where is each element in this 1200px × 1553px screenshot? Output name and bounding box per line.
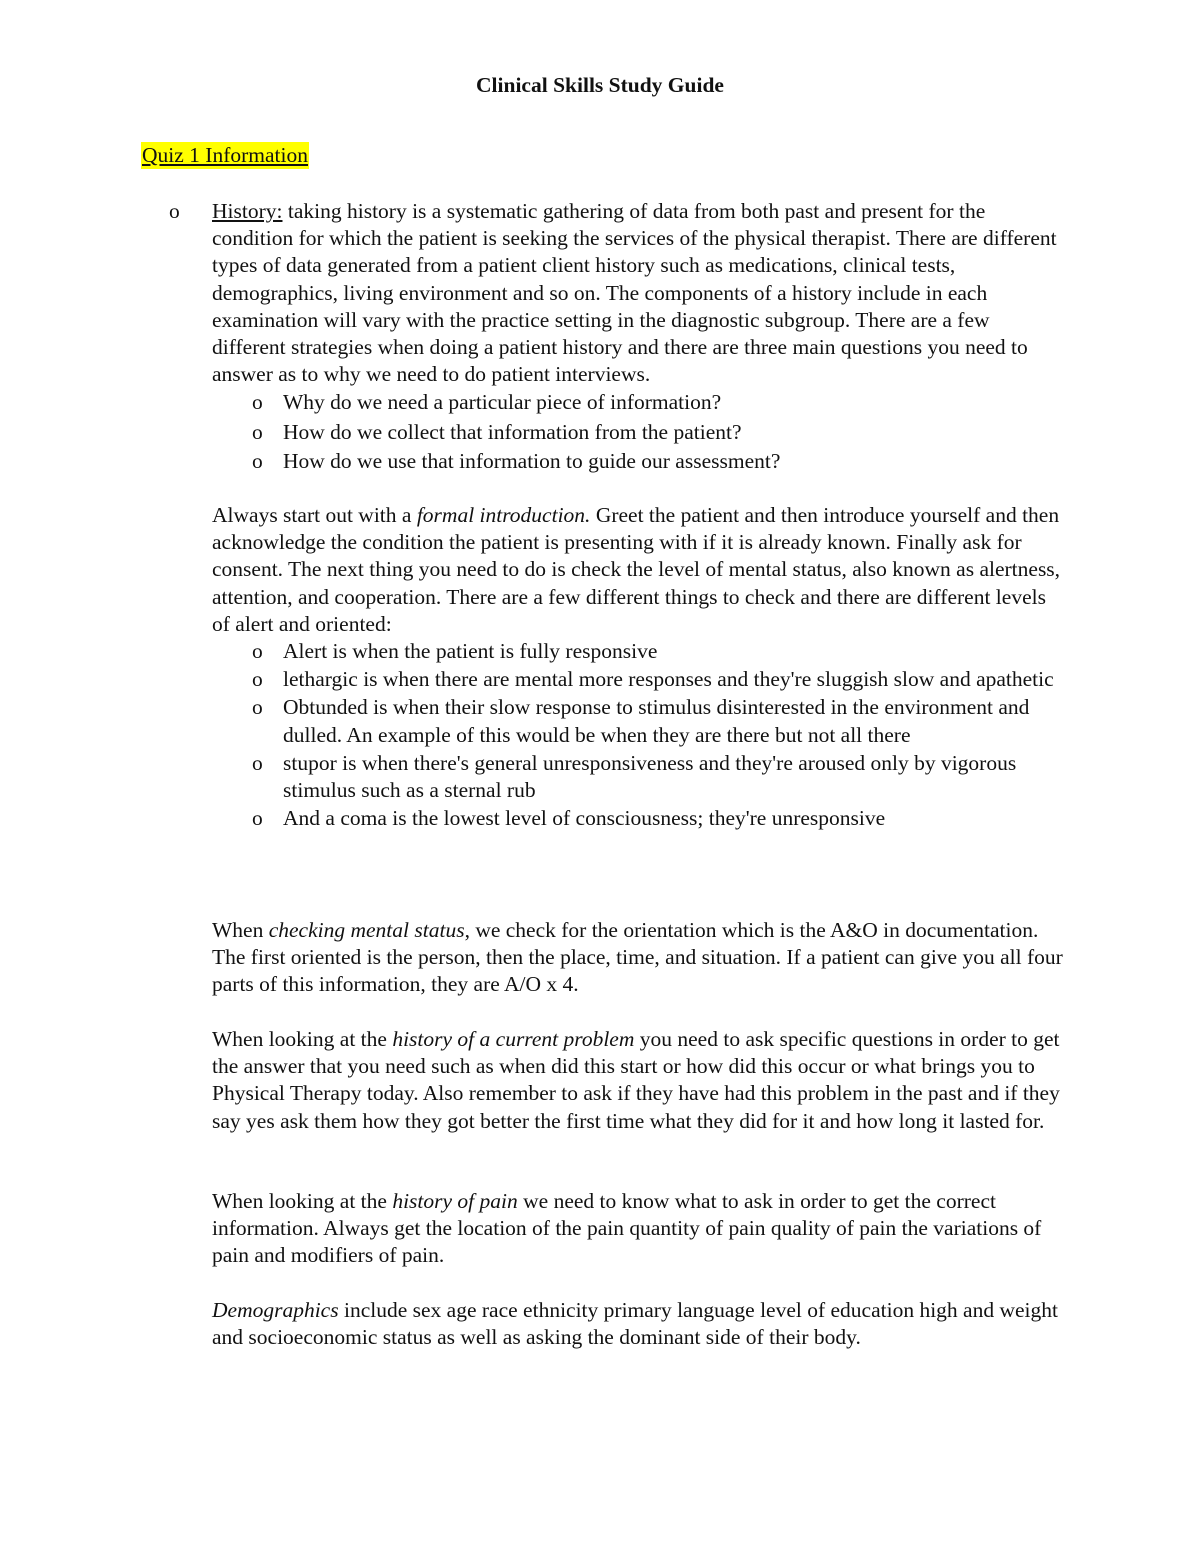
history-questions-list xyxy=(212,389,1067,475)
history-paragraph xyxy=(212,198,1067,388)
list-item-text: And a coma is the lowest level of consciousness; they're unresponsive xyxy=(283,806,886,831)
list-item xyxy=(212,448,1067,475)
text-run: we need to know what to ask in order to get the correct information. Always get the location of the pain quantity of pain quality of pain the variations of pain and modifiers of pain. xyxy=(212,1189,1042,1268)
list-item-text: lethargic is when there are mental more responses and they're sluggish slow and apathetic xyxy=(283,667,1054,692)
bullet-marker: o xyxy=(252,806,263,831)
emphasis: checking mental status xyxy=(268,918,465,942)
bullet-marker: o xyxy=(252,419,263,444)
emphasis: Demographics xyxy=(212,1298,339,1322)
bullet-marker: o xyxy=(252,390,263,415)
emphasis: history of pain xyxy=(392,1189,518,1213)
history-label: History: xyxy=(212,199,283,223)
list-item xyxy=(212,419,1067,446)
history-text: taking history is a systematic gathering of data from both past and present for the condition for which the patient is seeking the services of the physical therapist. There are different types of data generated from a patient client history such as medications, clinical tests, demographics, living environment and so on. The components of a history include in each examination will vary with the practice setting in the diagnostic subgroup. There are a few different strategies when doing a patient history and there are three main questions you need to answer as to why we need to do patient interviews. xyxy=(212,199,1057,387)
list-item xyxy=(212,694,1067,748)
emphasis: formal introduction. xyxy=(416,503,591,527)
list-item-text: How do we use that information to guide our assessment? xyxy=(283,448,781,473)
bullet-marker: o xyxy=(252,695,263,720)
text-run: When looking at the xyxy=(212,1189,393,1213)
text-run: Greet the patient and then introduce yourself and then acknowledge the condition the patient is presenting with if it is already known. Finally ask for consent. The next thing you need to do is check the level of mental status, also known as alertness, attention, and cooperation. There are a few different things to check and there are different levels of alert and oriented: xyxy=(212,503,1061,636)
mental-status-paragraph xyxy=(212,917,1067,999)
list-item xyxy=(212,638,1067,665)
text-run: Always start out with a xyxy=(212,503,417,527)
list-item xyxy=(212,805,1067,832)
document-title: Clinical Skills Study Guide xyxy=(476,73,724,97)
list-item-text: Obtunded is when their slow response to stimulus disinterested in the environment and dulled. An example of this would be when they are there but not all there xyxy=(283,695,1030,747)
bullet-marker: o xyxy=(252,448,263,473)
mental-levels-list xyxy=(212,638,1067,832)
list-item-text: Alert is when the patient is fully responsive xyxy=(283,639,658,664)
text-run: When looking at the xyxy=(212,1027,393,1051)
list-item xyxy=(212,389,1067,416)
text-run: When xyxy=(212,918,269,942)
history-block xyxy=(212,198,1067,477)
list-item xyxy=(212,750,1067,804)
text-run: you need to ask specific questions in order to get the answer that you need such as when did this start or how did this occur or what brings you to Physical Therapy today. Also remember to ask if they have had this problem in the past and if they say yes ask them how they got better the first time what they did for it and how long it lasted for. xyxy=(212,1027,1060,1133)
bullet-marker: o xyxy=(252,639,263,664)
current-problem-paragraph xyxy=(212,1026,1067,1135)
intro-block xyxy=(212,502,1067,833)
text-run: , we check for the orientation which is the A&O in documentation. The first oriented is the person, then the place, time, and situation. If a patient can give you all four parts of this information, they are A/O x 4. xyxy=(212,918,1063,997)
bullet-marker: o xyxy=(252,667,263,692)
text-run: include sex age race ethnicity primary language level of education high and weight and socioeconomic status as well as asking the dominant side of their body. xyxy=(212,1298,1058,1350)
bullet-marker: o xyxy=(169,199,180,223)
list-item xyxy=(212,666,1067,693)
demographics-paragraph xyxy=(212,1297,1067,1351)
emphasis: history of a current problem xyxy=(392,1027,635,1051)
section-heading: Quiz 1 Information xyxy=(141,142,309,169)
bullet-marker: o xyxy=(252,750,263,775)
intro-paragraph xyxy=(212,502,1067,638)
list-item-text: stupor is when there's general unresponsiveness and they're aroused only by vigorous stimulus such as a sternal rub xyxy=(283,750,1017,803)
list-item-text: Why do we need a particular piece of information? xyxy=(283,390,722,415)
pain-paragraph xyxy=(212,1188,1067,1270)
list-item-text: How do we collect that information from the patient? xyxy=(283,419,742,444)
